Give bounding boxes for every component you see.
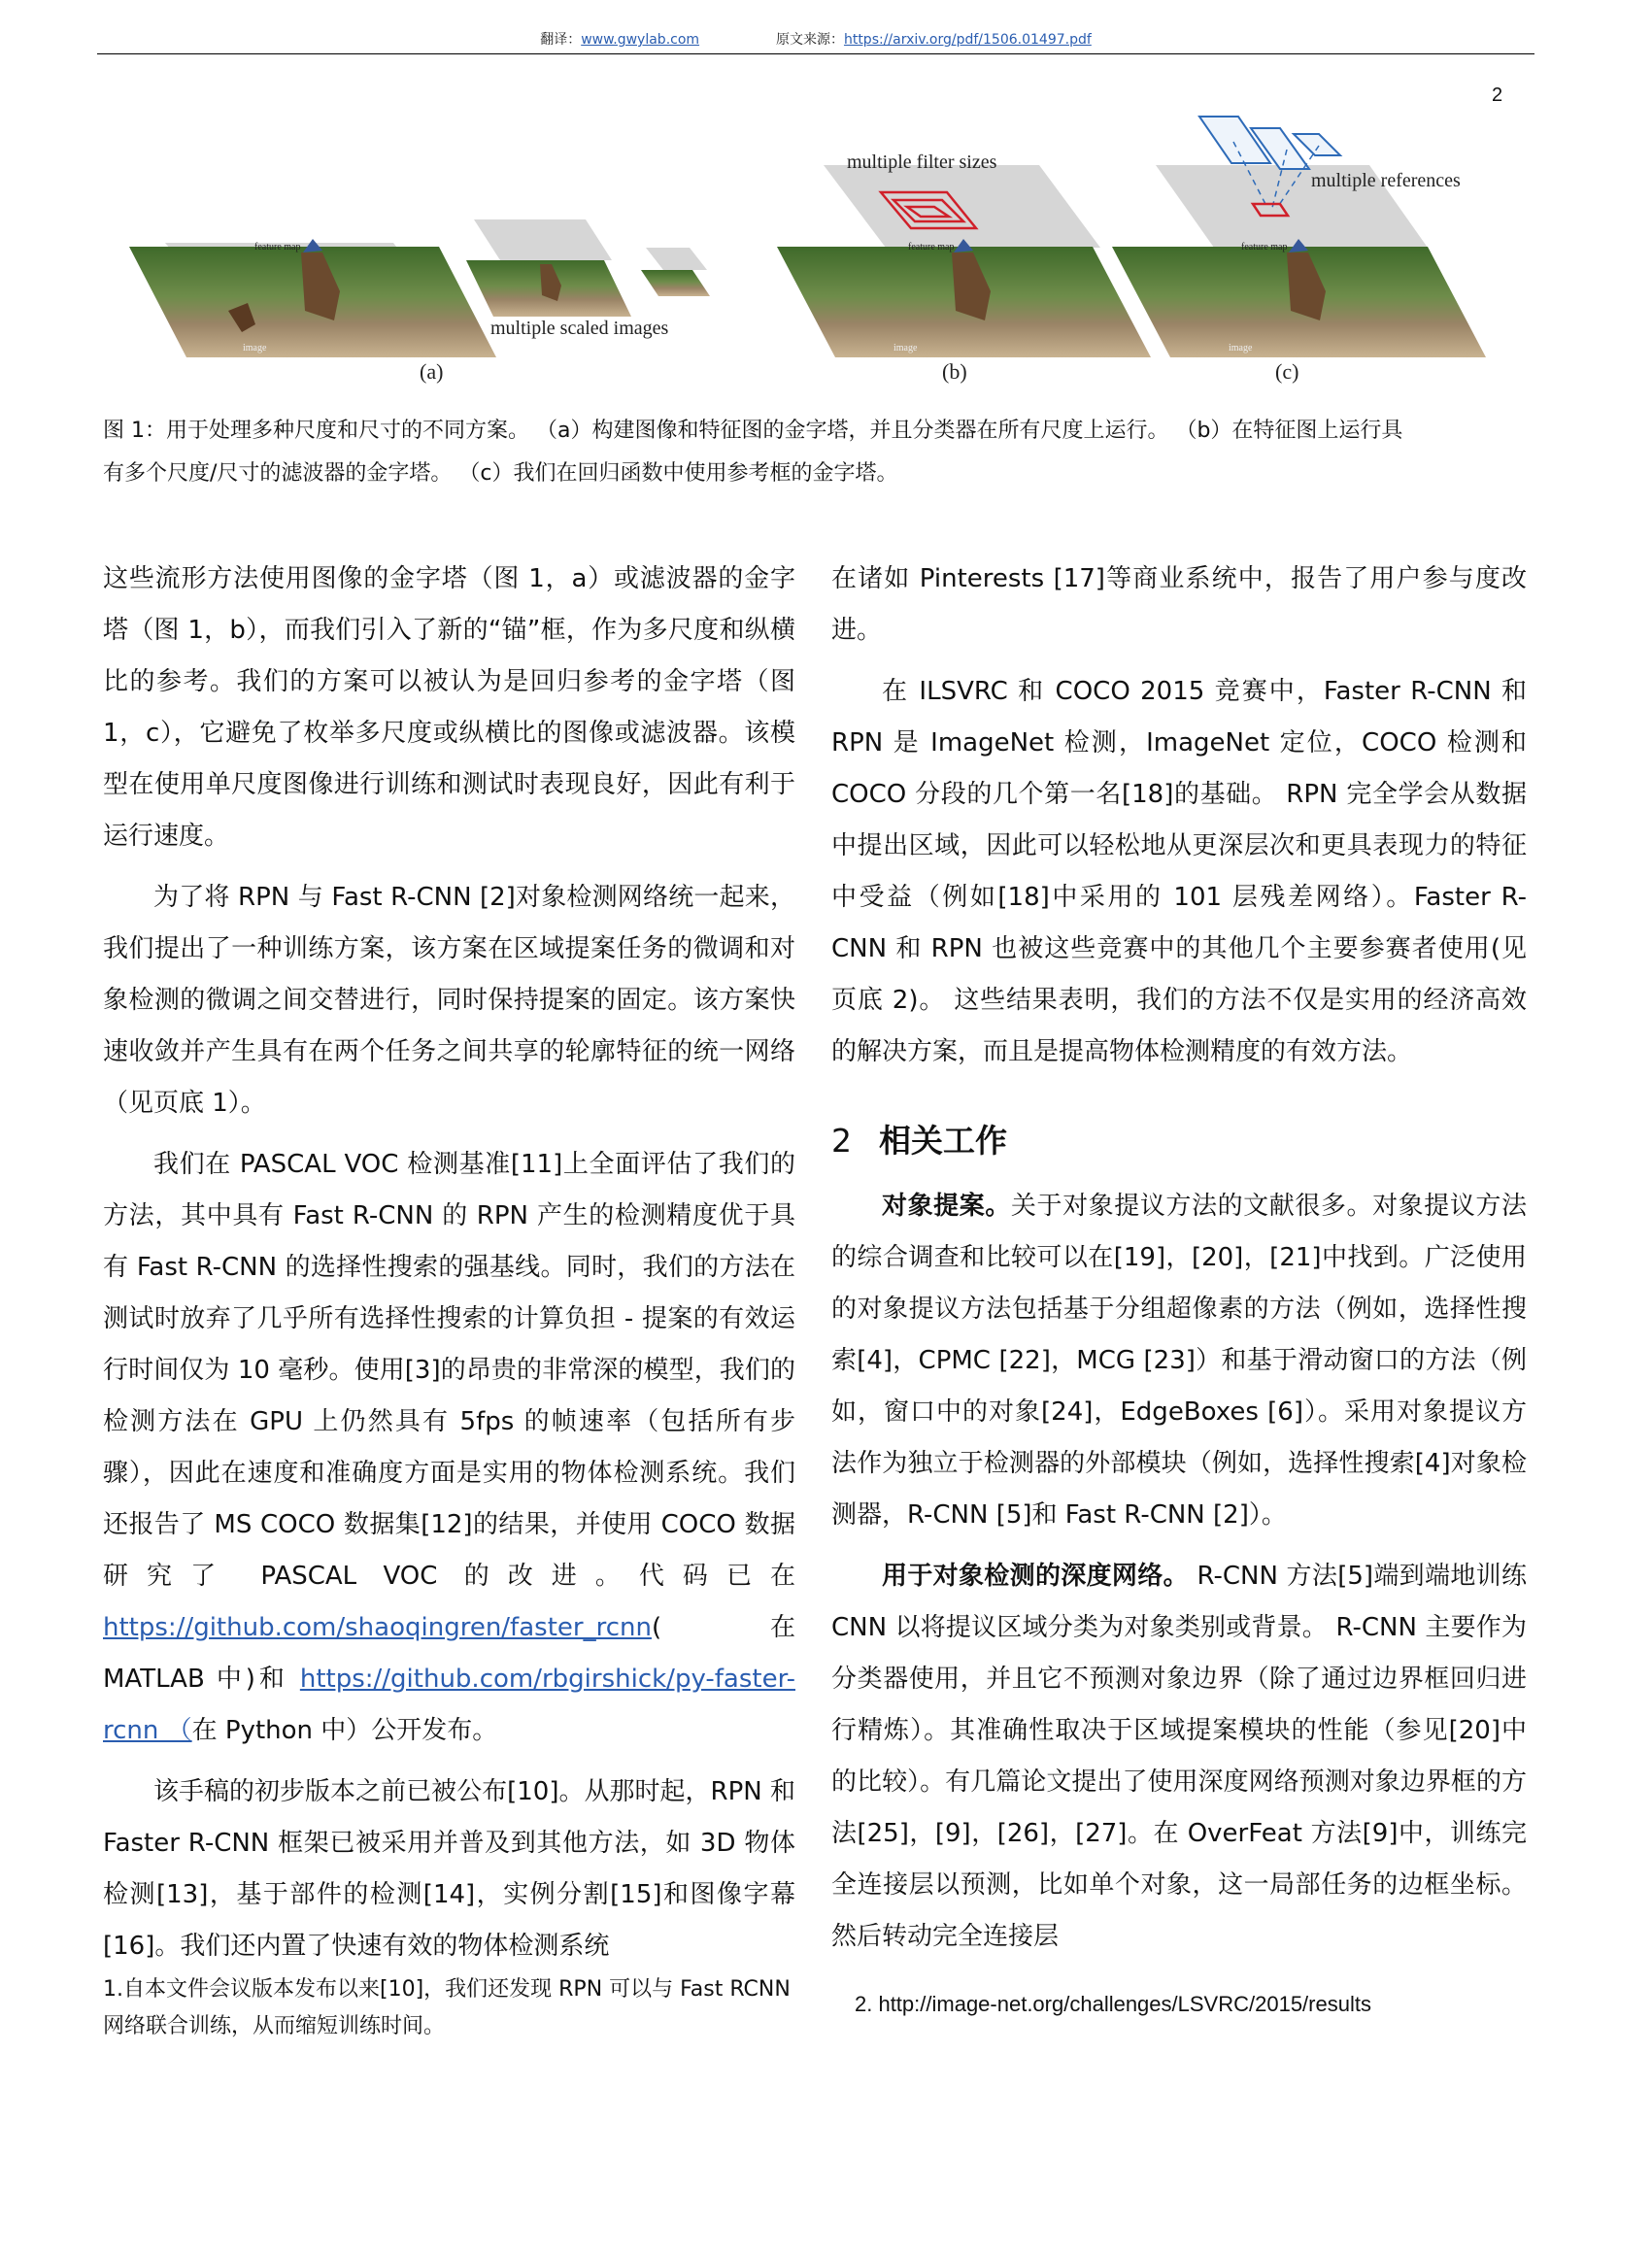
right-paragraph-3-text: 关于对象提议方法的文献很多。对象提议方法的综合调查和比较可以在[19]，[20]，[21]中找到。广泛使用的对象提议方法包括基于分组超像素的方法（例如，选择性搜索[4]，CPMC [22]，MCG [23]）和基于滑动窗口的方法（例如，窗口中的对象[24]，EdgeBoxes [6]）。采用对象提议方法作为独立于检测器的外部模块（例如，选择性搜索[4]对象检测器，R-CNN [5]和 Fast R-CNN [2]）。: [831, 1192, 1527, 1530]
footnote-2: 2. http://image-net.org/challenges/LSVRC/2015/results: [855, 1992, 1371, 2016]
panel-a-feature-map-label: feature map: [254, 242, 301, 252]
github-link-matlab[interactable]: https://github.com/shaoqingren/faster_rcnn: [103, 1613, 652, 1642]
panel-a-mid-feature-map: [474, 219, 612, 260]
left-paragraph-3-mid: (在 MATLAB 中)和: [103, 1613, 795, 1694]
right-paragraph-4: [831, 1551, 1527, 1963]
panel-a-scaled-label: multiple scaled images: [490, 318, 669, 339]
left-paragraph-3-text: 我们在 PASCAL VOC 检测基准[11]上全面评估了我们的方法，其中具有 Fast R-CNN 的 RPN 产生的检测精度优于具有 Fast R-CNN 的选择性搜索的强基线。同时，我们的方法在测试时放弃了几乎所有选择性搜索的计算负担 - 提案的有效运行时间仅为 10 毫秒。使用[3]的昂贵的非常深的模型，我们的检测方法在 GPU 上仍然具有 5fps 的帧速率（包括所有步骤），因此在速度和准确度方面是实用的物体检测系统。我们还报告了 MS COCO 数据集[12]的结果，并使用 COCO 数据研究了 PASCAL VOC 的改进。代码已在: [103, 1150, 795, 1591]
right-paragraph-3: [831, 1181, 1527, 1541]
right-paragraph-1: 在诸如 Pinterests [17]等商业系统中，报告了用户参与度改进。: [831, 564, 1527, 645]
page-number: 2: [1492, 84, 1503, 106]
panel-c-label: (c): [1275, 359, 1299, 384]
panel-a: [129, 219, 710, 384]
left-paragraph-2: 为了将 RPN 与 Fast R-CNN [2]对象检测网络统一起来，我们提出了一种训练方案，该方案在区域提案任务的微调和对象检测的微调之间交替进行，同时保持提案的固定。该方案快速收敛并产生具有在两个任务之间共享的轮廓特征的统一网络（见页底 1）。: [103, 883, 795, 1118]
deep-networks-heading: 用于对象检测的深度网络。: [882, 1562, 1189, 1591]
left-column: [103, 554, 795, 1972]
source-link[interactable]: https://arxiv.org/pdf/1506.01497.pdf: [843, 32, 1092, 48]
right-column: [831, 554, 1527, 1963]
source-label: 原文来源：: [775, 32, 844, 48]
panel-c-image-label: image: [1229, 343, 1253, 353]
panel-a-small-feature-map: [646, 248, 707, 270]
section-title: 相关工作: [879, 1122, 1007, 1160]
panel-b-feature-map: [824, 165, 1100, 248]
figure-1: [97, 107, 1534, 398]
section-heading: [831, 1117, 1527, 1165]
panel-c: [1112, 117, 1486, 384]
header-rule: [97, 53, 1534, 54]
caption-line-2: 有多个尺度/尺寸的滤波器的金字塔。 （c）我们在回归函数中使用参考框的金字塔。: [103, 461, 898, 486]
panel-a-image-label: image: [243, 343, 267, 353]
right-paragraph-4-text: R-CNN 方法[5]端到端地训练 CNN 以将提议区域分类为对象类别或背景。 R-CNN 主要作为分类器使用，并且它不预测对象边界（除了通过边界框回归进行精炼）。其准确性取决于区域提案模块的性能（参见[20]中的比较）。有几篇论文提出了使用深度网络预测对象边界框的方法[25]，[9]，[26]，[27]。在 OverFeat 方法[9]中，训练完全连接层以预测，比如单个对象，这一局部任务的边框坐标。然后转动完全连接层: [831, 1562, 1527, 1951]
left-paragraph-1: 这些流形方法使用图像的金字塔（图 1，a）或滤波器的金字塔（图 1，b），而我们引入了新的“锚”框，作为多尺度和纵横比的参考。我们的方案可以被认为是回归参考的金字塔（图 1，c），它避免了枚举多尺度或纵横比的图像或滤波器。该模型在使用单尺度图像进行训练和测试时表现良好，因此有利于运行速度。: [103, 564, 795, 851]
page-header: [97, 29, 1534, 49]
section-number: 2: [831, 1122, 852, 1160]
panel-a-small-image: [641, 270, 710, 296]
translation-label: 翻译：: [540, 32, 582, 48]
panel-a-label: (a): [420, 359, 444, 384]
github-link-python[interactable]: https://github.com/rbgirshick/py-faster-rcnn （: [103, 1665, 795, 1745]
figure-1-svg: [97, 107, 1534, 398]
footnote-1: 1.自本文件会议版本发布以来[10]，我们还发现 RPN 可以与 Fast RCNN 网络联合训练，从而缩短训练时间。: [103, 1977, 791, 2038]
figure-caption: [103, 410, 1529, 495]
left-paragraph-3: [103, 1139, 795, 1757]
panel-c-reference-box-3: [1294, 134, 1340, 155]
panel-b-label: (b): [942, 359, 967, 384]
panel-c-references-label: multiple references: [1311, 170, 1461, 191]
panel-b: [777, 151, 1151, 384]
panel-b-image-label: image: [893, 343, 918, 353]
caption-line-1: 图 1：用于处理多种尺度和尺寸的不同方案。 （a）构建图像和特征图的金字塔，并且分类器在所有尺度上运行。 （b）在特征图上运行具: [103, 419, 1403, 443]
translation-link[interactable]: www.gwylab.com: [581, 32, 700, 48]
panel-c-feature-map-label: feature map: [1241, 242, 1288, 252]
panel-b-filter-label: multiple filter sizes: [847, 151, 997, 173]
right-paragraph-2: 在 ILSVRC 和 COCO 2015 竞赛中，Faster R-CNN 和 RPN 是 ImageNet 检测，ImageNet 定位，COCO 检测和 COCO 分段的几个第一名[18]的基础。 RPN 完全学会从数据中提出区域，因此可以轻松地从更深层次和更具表现力的特征中受益（例如[18]中采用的 101 层残差网络）。Faster R-CNN 和 RPN 也被这些竞赛中的其他几个主要参赛者使用(见页底 2)。 这些结果表明，我们的方法不仅是实用的经济高效的解决方案，而且是提高物体检测精度的有效方法。: [831, 677, 1527, 1066]
panel-b-feature-map-label: feature map: [908, 242, 955, 252]
left-paragraph-3-end: 在 Python 中）公开发布。: [191, 1716, 498, 1745]
left-paragraph-4: 该手稿的初步版本之前已被公布[10]。从那时起，RPN 和 Faster R-CNN 框架已被采用并普及到其他方法，如 3D 物体检测[13]，基于部件的检测[14]，实例分割[15]和图像字幕[16]。我们还内置了快速有效的物体检测系统: [103, 1777, 795, 1961]
object-proposals-heading: 对象提案。: [882, 1192, 1011, 1221]
